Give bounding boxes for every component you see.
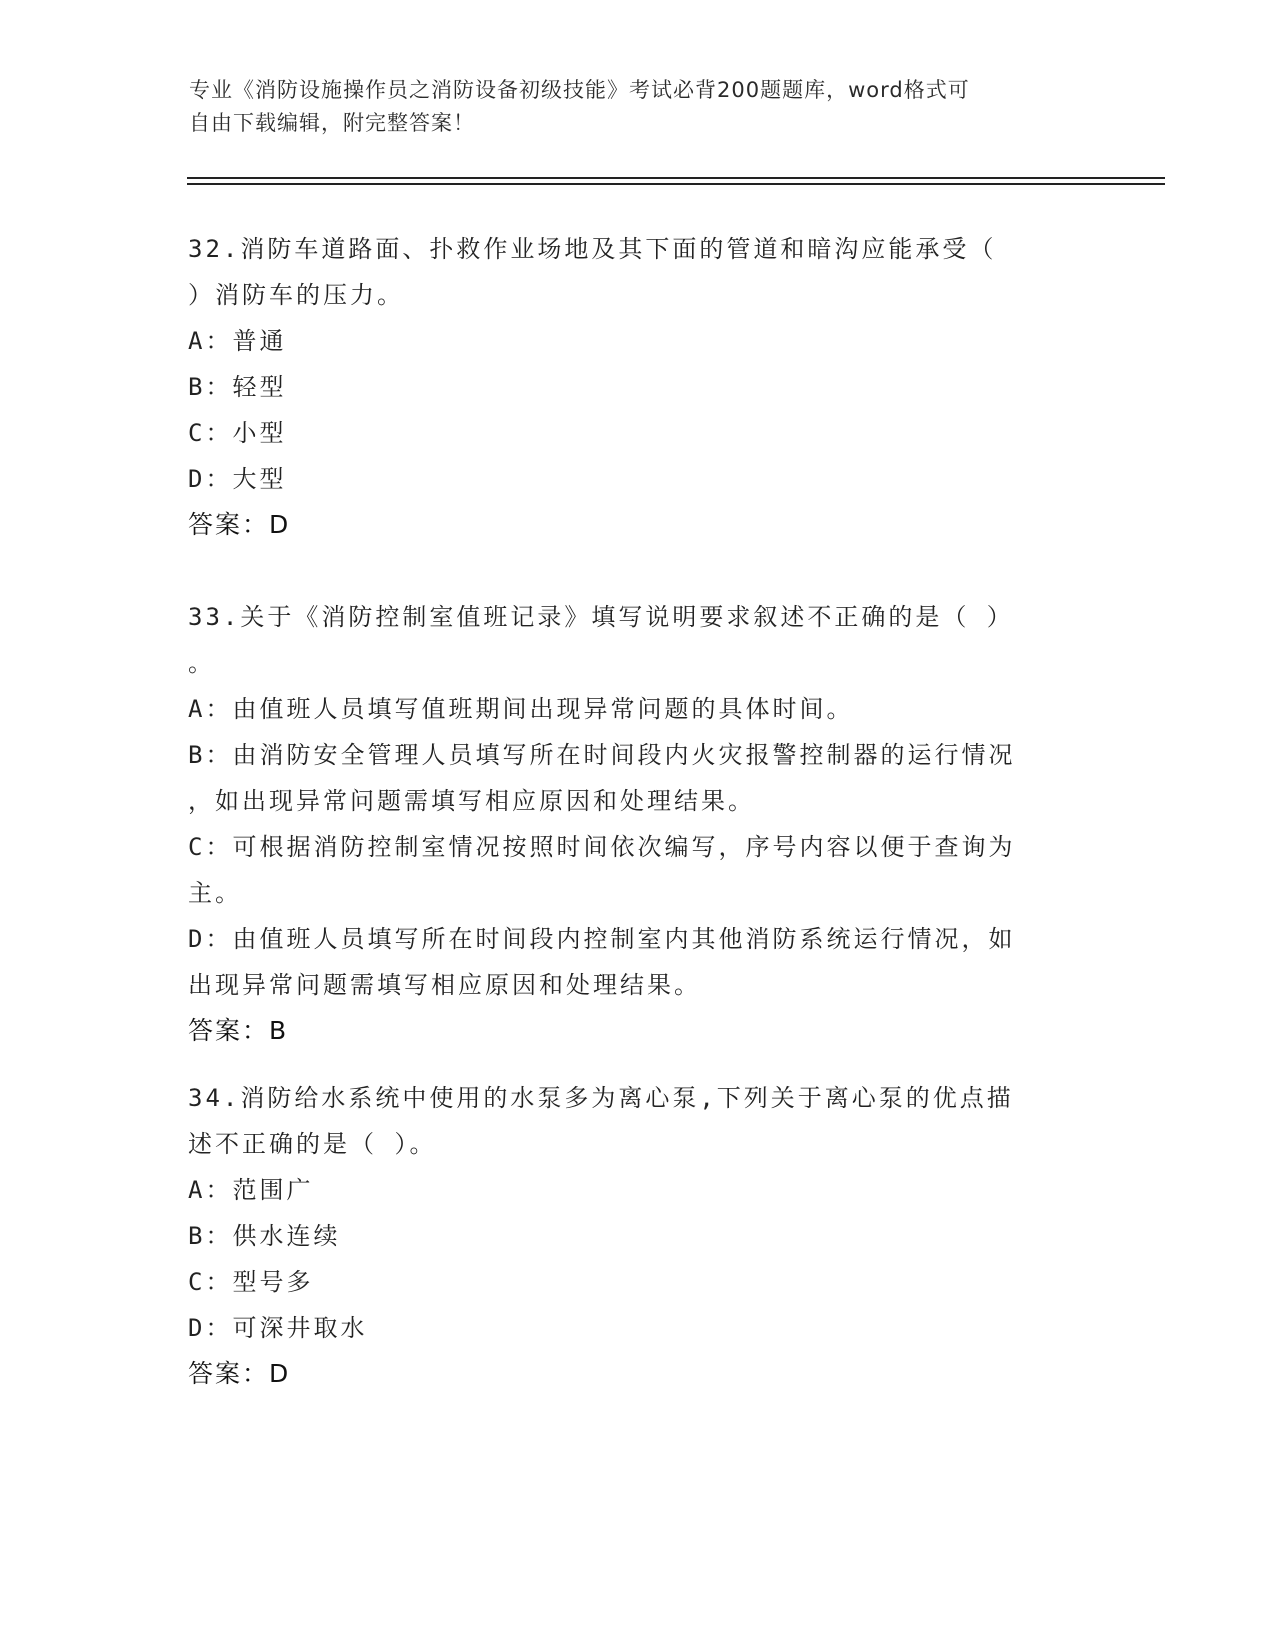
option-b: B：轻型 [188,373,287,401]
option-d: D：由值班人员填写所在时间段内控制室内其他消防系统运行情况，如 [188,925,1016,953]
option-a: A：范围广 [188,1176,314,1204]
question-text-line: 。 [188,649,215,677]
question-text-line: 述不正确的是（ ）。 [188,1130,437,1158]
option-d: D：大型 [188,465,287,493]
question-text-line: 32.消防车道路面、扑救作业场地及其下面的管道和暗沟应能承受（ [188,235,997,263]
question-text-line: ）消防车的压力。 [188,281,404,309]
header-line-2: 自由下载编辑，附完整答案！ [189,111,475,135]
option-c: C：可根据消防控制室情况按照时间依次编写，序号内容以便于查询为 [188,833,1016,861]
option-b-continued: ，如出现异常问题需填写相应原因和处理结果。 [188,787,755,815]
header-divider-bottom [187,183,1165,185]
option-d: D：可深井取水 [188,1314,368,1342]
header-line-1: 专业《消防设施操作员之消防设备初级技能》考试必背200题题库，word格式可 [189,78,970,102]
option-a: A：由值班人员填写值班期间出现异常问题的具体时间。 [188,695,854,723]
question-text-line: 34.消防给水系统中使用的水泵多为离心泵,下列关于离心泵的优点描 [188,1084,1014,1112]
question-32 [188,226,1088,548]
document-header [189,74,1069,140]
answer-label: 答案：D [188,510,291,539]
option-c-continued: 主。 [188,879,242,907]
option-a: A：普通 [188,327,287,355]
question-34 [188,1075,1088,1397]
option-c: C：型号多 [188,1268,314,1296]
option-b: B：由消防安全管理人员填写所在时间段内火灾报警控制器的运行情况 [188,741,1016,769]
answer-label: 答案：B [188,1016,289,1045]
option-c: C：小型 [188,419,287,447]
question-33 [188,594,1088,1054]
option-b: B：供水连续 [188,1222,341,1250]
answer-label: 答案：D [188,1359,291,1388]
option-d-continued: 出现异常问题需填写相应原因和处理结果。 [188,971,701,999]
question-text-line: 33.关于《消防控制室值班记录》填写说明要求叙述不正确的是（ ） [188,603,1014,631]
header-divider-top [187,177,1165,179]
